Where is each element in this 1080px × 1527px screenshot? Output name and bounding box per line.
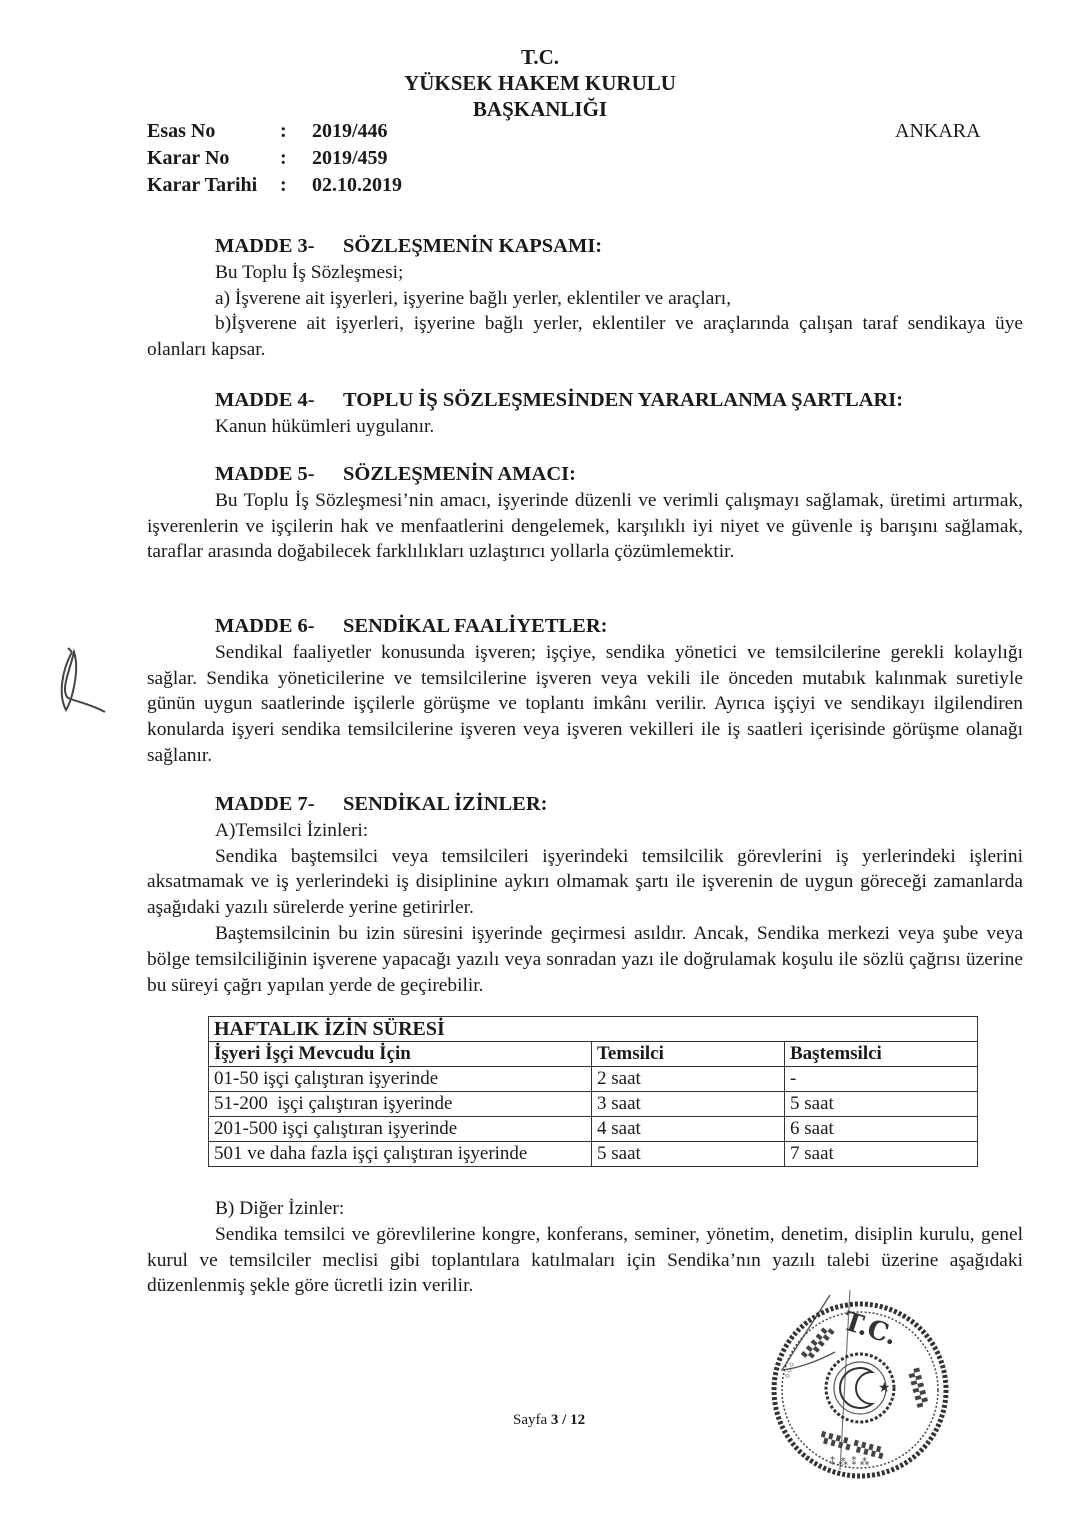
meta-label: Karar Tarihi	[147, 174, 258, 196]
article-6-text: Sendikal faaliyetler konusunda işveren; işçiye, sendika yönetici ve temsilcilerine gerekli kolaylığı sağlar. Sendika yöneticilerine ve temsilcilerine işveren veya vekili ile önceden mutabık kalınmak suretiyle günün uygun saatlerinde işçilerle görüşme ve toplantı imkânı verilir. Ayrıca işçiyi ve sendikayı ilgilendiren konularda işyeri sendika temsilcilerine işveren veya işveren vekilleri ile iş saatleri içerisinde görüşme olanağı sağlanır.	[147, 641, 1023, 766]
meta-karar-tarihi	[147, 172, 402, 199]
table-row	[209, 1142, 978, 1167]
table-cell: -	[785, 1067, 978, 1092]
case-metadata	[147, 118, 402, 199]
weekly-leave-table	[208, 1016, 978, 1167]
official-stamp-icon	[760, 1290, 960, 1490]
meta-colon: :	[280, 174, 287, 196]
article-5-text: Bu Toplu İş Sözleşmesi’nin amacı, işyerinde düzenli ve verimli çalışmayı sağlamak, üretimi artırmak, işverenlerin ve işçilerin hak ve menfaatlerini dengelemek, karşılıklı iyi niyet ve güvenle iş barışını sağlamak, taraflar arasında doğabilecek farklılıkları uzlaştırıcı yollarla çözümlemektir.	[147, 489, 1023, 563]
article-number: MADDE 4-	[215, 389, 315, 411]
article-title: SÖZLEŞMENİN KAPSAMI:	[343, 235, 603, 257]
article-6-heading	[147, 614, 1023, 640]
meta-esas-no	[147, 118, 402, 145]
table-row	[209, 1117, 978, 1142]
article-3	[147, 234, 1023, 363]
article-5-heading	[147, 462, 1023, 488]
city-label: ANKARA	[895, 120, 981, 142]
column-header: Temsilci	[592, 1042, 785, 1067]
column-header: Baştemsilci	[785, 1042, 978, 1067]
article-5	[147, 462, 1023, 565]
header-institution: YÜKSEK HAKEM KURULU	[404, 71, 676, 95]
meta-value: 02.10.2019	[312, 174, 402, 196]
meta-colon: :	[280, 147, 287, 169]
article-7-other-leaves	[147, 1196, 1023, 1299]
signature-mark-icon	[50, 640, 130, 720]
article-title: SÖZLEŞMENİN AMACI:	[343, 463, 576, 485]
article-4	[147, 388, 1023, 440]
article-6	[147, 614, 1023, 769]
table-cell: 51-200 işçi çalıştıran işyerinde	[209, 1092, 592, 1117]
article-7-subheading-a: A)Temsilci İzinleri:	[215, 819, 369, 841]
table-cell: 3 saat	[592, 1092, 785, 1117]
table-cell: 5 saat	[785, 1092, 978, 1117]
table-cell: 201-500 işçi çalıştıran işyerinde	[209, 1117, 592, 1142]
article-3-heading	[147, 234, 1023, 260]
article-number: MADDE 3-	[215, 235, 315, 257]
table-cell: 01-50 işçi çalıştıran işyerinde	[209, 1067, 592, 1092]
article-4-heading	[147, 388, 1023, 414]
table-title-row	[209, 1017, 978, 1042]
svg-text:★: ★	[878, 1380, 891, 1396]
page-number	[513, 1412, 585, 1429]
svg-text:ᛜᛜᛜ: ᛜᛜᛜ	[782, 1360, 799, 1382]
table-row	[209, 1067, 978, 1092]
article-3-item-a: a) İşverene ait işyerleri, işyerine bağlı yerler, eklentiler ve araçları,	[215, 287, 732, 309]
table-cell: 6 saat	[785, 1117, 978, 1142]
table-row	[209, 1092, 978, 1117]
meta-colon: :	[280, 120, 287, 142]
article-7-subheading-b: B) Diğer İzinler:	[215, 1198, 345, 1219]
table-cell: 7 saat	[785, 1142, 978, 1167]
article-3-item-b: b)İşverene ait işyerleri, işyerine bağlı yerler, eklentiler ve araçlarında çalışan taraf sendikaya üye olanları kapsar.	[147, 313, 1023, 361]
article-number: MADDE 5-	[215, 463, 315, 485]
article-number: MADDE 7-	[215, 793, 315, 815]
article-3-intro: Bu Toplu İş Sözleşmesi;	[215, 261, 404, 283]
table-cell: 2 saat	[592, 1067, 785, 1092]
article-7-paragraph-3: Sendika temsilci ve görevlilerine kongre, konferans, seminer, yönetim, denetim, disiplin kurulu, genel kurul ve temsilciler meclisi gibi toplantılara katılmaları için Sendika’nın yazılı talebi üzerine aşağıdaki düzenlenmiş şekle göre ücretli izin verilir.	[147, 1223, 1023, 1297]
column-header: İşyeri İşçi Mevcudu İçin	[209, 1042, 592, 1067]
meta-value: 2019/459	[312, 147, 388, 169]
article-4-text: Kanun hükümleri uygulanır.	[215, 415, 435, 437]
article-number: MADDE 6-	[215, 615, 315, 637]
page-count: 3 / 12	[550, 1412, 586, 1428]
table-cell: 5 saat	[592, 1142, 785, 1167]
meta-karar-no	[147, 145, 402, 172]
header-tc: T.C.	[520, 45, 560, 69]
svg-text:▚▚▚▚▚: ▚▚▚▚▚	[907, 1367, 928, 1408]
meta-label: Esas No	[147, 120, 216, 142]
stamp-text: T.C.	[839, 1306, 901, 1352]
table-title: HAFTALIK İZİN SÜRESİ	[209, 1017, 978, 1042]
header-presidency: BAŞKANLIĞI	[472, 97, 608, 121]
article-7-heading	[147, 792, 1023, 818]
table-cell: 501 ve daha fazla işçi çalıştıran işyerinde	[209, 1142, 592, 1167]
svg-text:⁑ ⁂ ⁑ ⁂: ⁑ ⁂ ⁑ ⁂	[830, 1457, 870, 1468]
meta-label: Karar No	[147, 147, 230, 169]
article-title: SENDİKAL FAALİYETLER:	[343, 615, 608, 637]
article-title: SENDİKAL İZİNLER:	[343, 793, 548, 815]
meta-value: 2019/446	[312, 120, 388, 142]
table-cell: 4 saat	[592, 1117, 785, 1142]
svg-text:▚▚▚▚ ▚▚▚▚: ▚▚▚▚ ▚▚▚▚	[819, 1432, 885, 1460]
article-7	[147, 792, 1023, 998]
article-title: TOPLU İŞ SÖZLEŞMESİNDEN YARARLANMA ŞARTLARI:	[343, 389, 904, 411]
page-prefix: Sayfa	[513, 1412, 548, 1428]
article-7-paragraph-2: Baştemsilcinin bu izin süresini işyerinde geçirmesi asıldır. Ancak, Sendika merkezi veya şube veya bölge temsilciliğinin işverene yapacağı yazılı veya sonradan yazı ile doğrulamak koşulu ile sözlü çağrısı üzerine bu süreyi çağrı yapılan yerde de geçirebilir.	[147, 922, 1023, 996]
svg-text:▚▚▚▚▚: ▚▚▚▚▚	[801, 1325, 836, 1362]
table-header-row	[209, 1042, 978, 1067]
article-7-paragraph-1: Sendika baştemsilci veya temsilcileri işyerindeki temsilcilik görevlerini iş yerlerindeki işlerini aksatmamak ve iş yerlerindeki iş disiplinine aykırı olmamak şartı ile işverenin de uygun göreceği zamanlarda aşağıdaki yazılı sürelerde yerine getirirler.	[147, 845, 1023, 919]
